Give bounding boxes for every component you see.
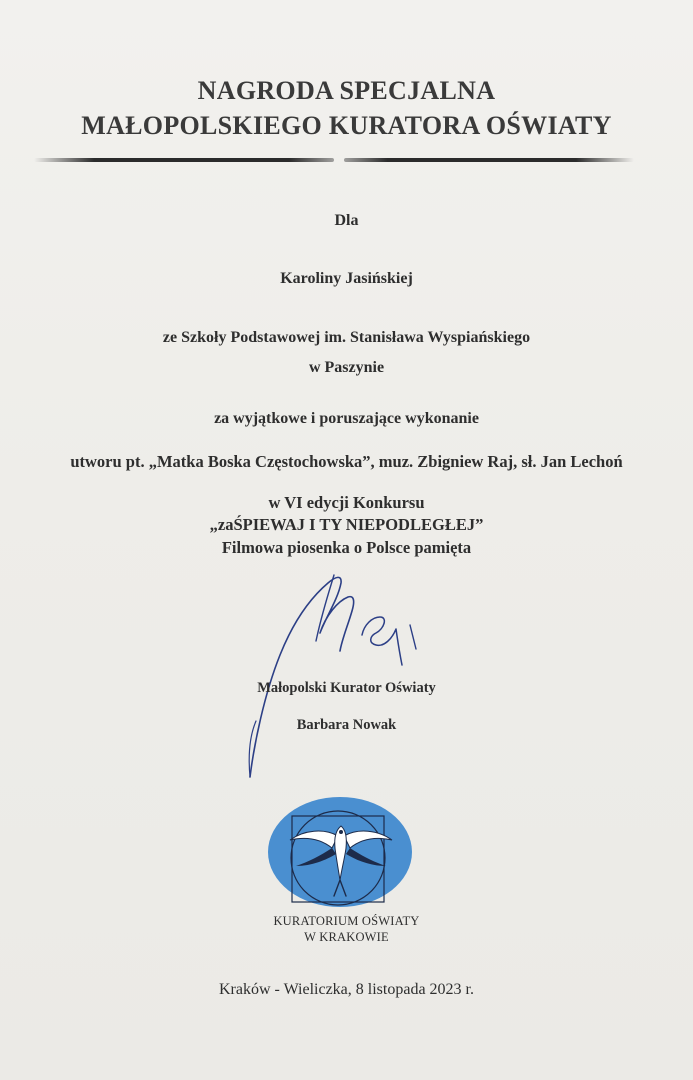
certificate-title-line1: NAGRODA SPECJALNA (197, 76, 496, 105)
school-line-1: ze Szkoły Podstawowej im. Stanisława Wyspiańskiego (162, 329, 531, 346)
signatory-name: Barbara Nowak (296, 717, 397, 733)
title-divider-left (34, 158, 334, 162)
certificate-title-line2: MAŁOPOLSKIEGO KURATORA OŚWIATY (81, 111, 612, 140)
handwritten-signature (230, 555, 440, 785)
edition-line-1: w VI edycji Konkursu (268, 493, 425, 512)
edition-line-3: Filmowa piosenka o Polsce pamięta (221, 538, 472, 557)
signatory-role: Małopolski Kurator Oświaty (257, 680, 436, 696)
institution-name-line-2: W KRAKOWIE (304, 930, 389, 944)
performance-line-1: za wyjątkowe i poruszające wykonanie (214, 410, 479, 427)
edition-line-2: „zaŚPIEWAJ I TY NIEPODLEGŁEJ” (209, 515, 484, 534)
school-line-2: w Paszynie (308, 359, 385, 376)
dla-label: Dla (334, 212, 359, 229)
institution-name-line-1: KURATORIUM OŚWIATY (273, 914, 420, 928)
place-and-date: Kraków - Wieliczka, 8 listopada 2023 r. (219, 981, 474, 998)
performance-line-2: utworu pt. „Matka Boska Częstochowska”, muz. Zbigniew Raj, sł. Jan Lechoń (70, 452, 623, 471)
swallow-logo-icon (268, 796, 413, 908)
title-divider-right (344, 158, 634, 162)
recipient-name: Karoliny Jasińskiej (280, 270, 413, 287)
